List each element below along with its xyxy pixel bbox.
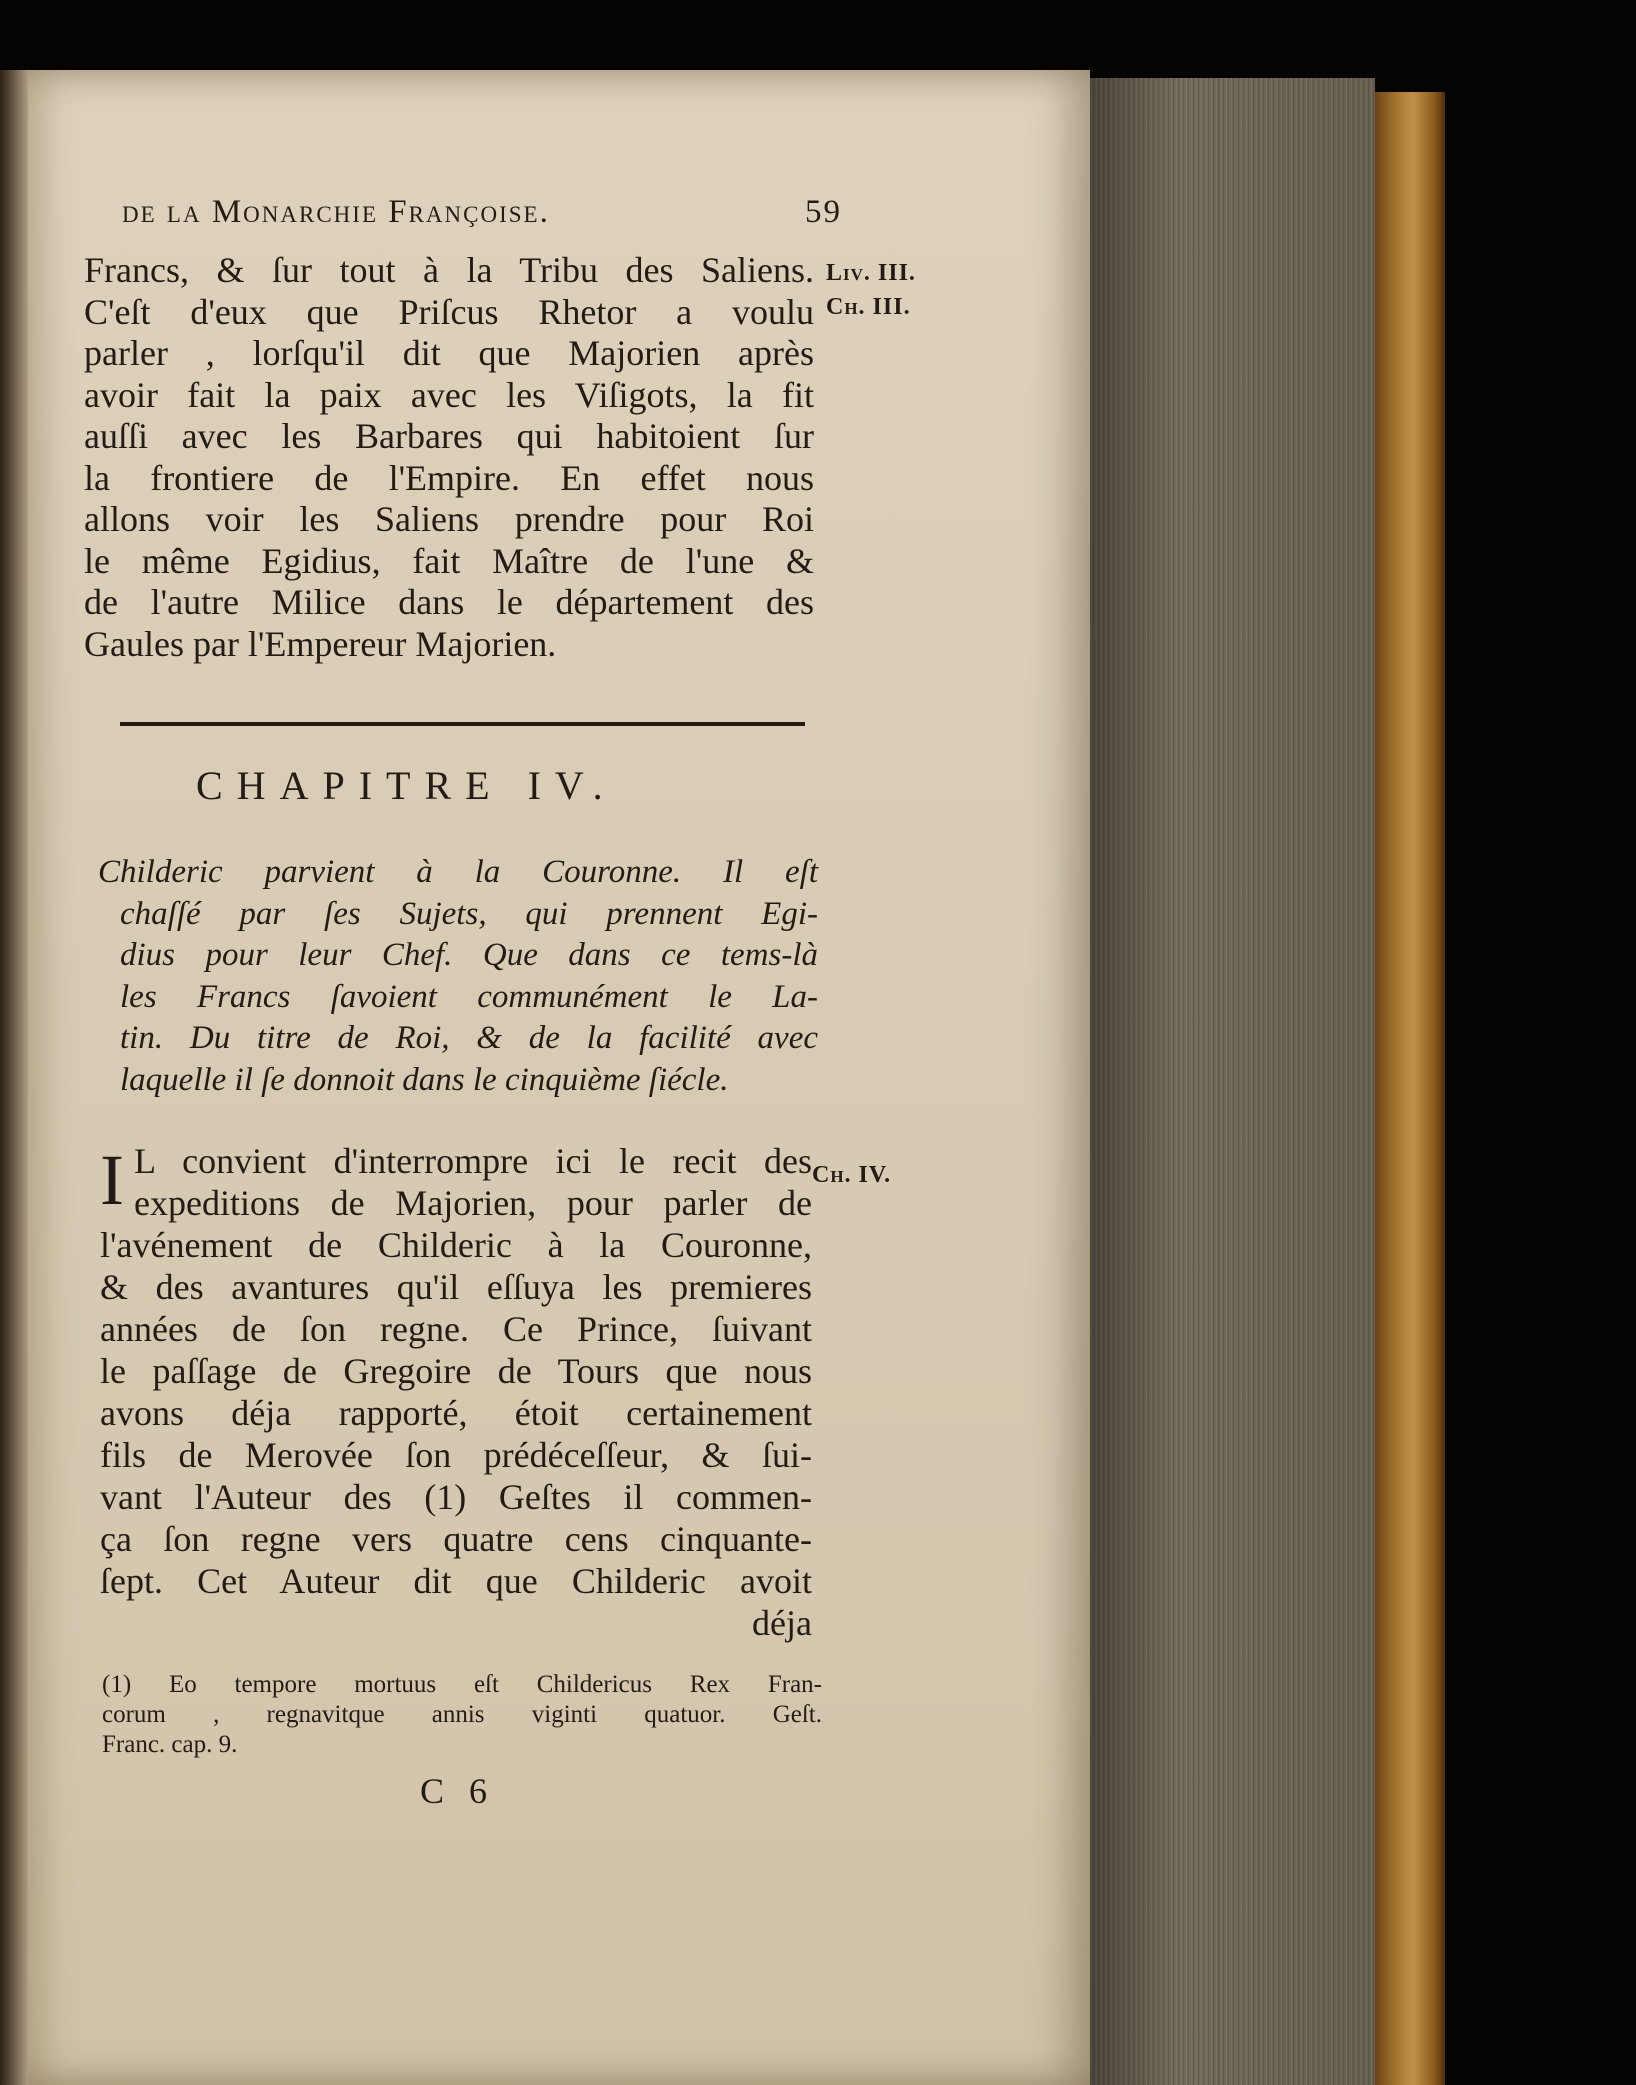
text-line: de l'autre Milice dans le département des <box>84 582 814 622</box>
running-head-title: de la Monarchie Françoise. <box>122 194 550 230</box>
paragraph-line: ſept. Cet Auteur dit que Childeric avoit <box>100 1561 812 1601</box>
paragraph-line: l'avénement de Childeric à la Couronne, <box>100 1225 812 1265</box>
paragraph-line: fils de Merovée ſon prédéceſſeur, & ſui- <box>100 1435 812 1475</box>
summary-line: les Francs ſavoient communément le La- <box>120 978 818 1015</box>
summary-line: chaſſé par ſes Sujets, qui prennent Egi- <box>120 895 818 932</box>
paragraph-line: avons déja rapporté, étoit certainement <box>100 1393 812 1433</box>
page-number: 59 <box>805 194 842 230</box>
text-line: la frontiere de l'Empire. En effet nous <box>84 457 814 498</box>
opening-text <box>84 250 814 665</box>
text-line: auſſi avec les Barbares qui habitoient ſur <box>84 416 814 456</box>
margin-note-livre: Liv. III. <box>826 260 916 286</box>
running-head <box>122 194 842 240</box>
chapter-summary <box>98 852 818 1101</box>
catchword: déja <box>752 1603 812 1643</box>
summary-line: dius pour leur Chef. Que dans ce tems-là <box>120 937 818 973</box>
paragraph-line: ça ſon regne vers quatre cens cinquante- <box>100 1519 812 1559</box>
paragraph-line: L convient d'interrompre ici le recit des <box>134 1141 812 1181</box>
text-line: parler , lorſqu'il dit que Majorien après <box>84 333 814 373</box>
paragraph-line: vant l'Auteur des (1) Geſtes il commen- <box>100 1477 812 1517</box>
paragraph-line: années de ſon regne. Ce Prince, ſuivant <box>100 1309 812 1349</box>
footnote-line: Franc. cap. 9. <box>102 1731 238 1758</box>
previous-page-edge <box>0 70 30 2085</box>
text-line: avoir fait la paix avec les Viſigots, la fit <box>84 374 814 415</box>
margin-note-chapter-3: Ch. III. <box>826 294 911 320</box>
margin-note-chapter-4: Ch. IV. <box>812 1162 892 1188</box>
book-cover-edge <box>1375 92 1445 2085</box>
summary-line: Childeric parvient à la Couronne. Il eſt <box>98 854 818 890</box>
paragraph-line: expeditions de Majorien, pour parler de <box>134 1183 812 1223</box>
paragraph-line: & des avantures qu'il eſſuya les premieres <box>100 1267 812 1307</box>
text-line: le même Egidius, fait Maître de l'une & <box>84 540 814 581</box>
chapter-divider-rule <box>120 722 805 726</box>
text-line: Gaules par l'Empereur Majorien. <box>84 623 557 664</box>
summary-line: laquelle il ſe donnoit dans le cinquième ſiécle. <box>120 1061 729 1098</box>
summary-line: tin. Du titre de Roi, & de la facilité avec <box>120 1020 818 1056</box>
paragraph-line: le paſſage de Gregoire de Tours que nous <box>100 1351 812 1391</box>
text-line: allons voir les Saliens prendre pour Roi <box>84 499 814 539</box>
chapter-paragraph <box>100 1140 812 1644</box>
chapter-title: CHAPITRE IV. <box>196 763 617 808</box>
footnote <box>102 1670 822 1760</box>
footnote-line: corum , regnavitque annis viginti quatuor. Geſt. <box>102 1701 822 1728</box>
footnote-line: (1) Eo tempore mortuus eſt Childericus Rex Fran- <box>102 1671 822 1698</box>
drop-cap: I <box>100 1140 124 1220</box>
text-line: Francs, & ſur tout à la Tribu des Saliens. <box>84 250 814 290</box>
page-block-shading <box>1090 78 1375 2085</box>
text-line: C'eſt d'eux que Priſcus Rhetor a voulu <box>84 291 814 332</box>
signature-mark: C 6 <box>420 1771 496 1811</box>
